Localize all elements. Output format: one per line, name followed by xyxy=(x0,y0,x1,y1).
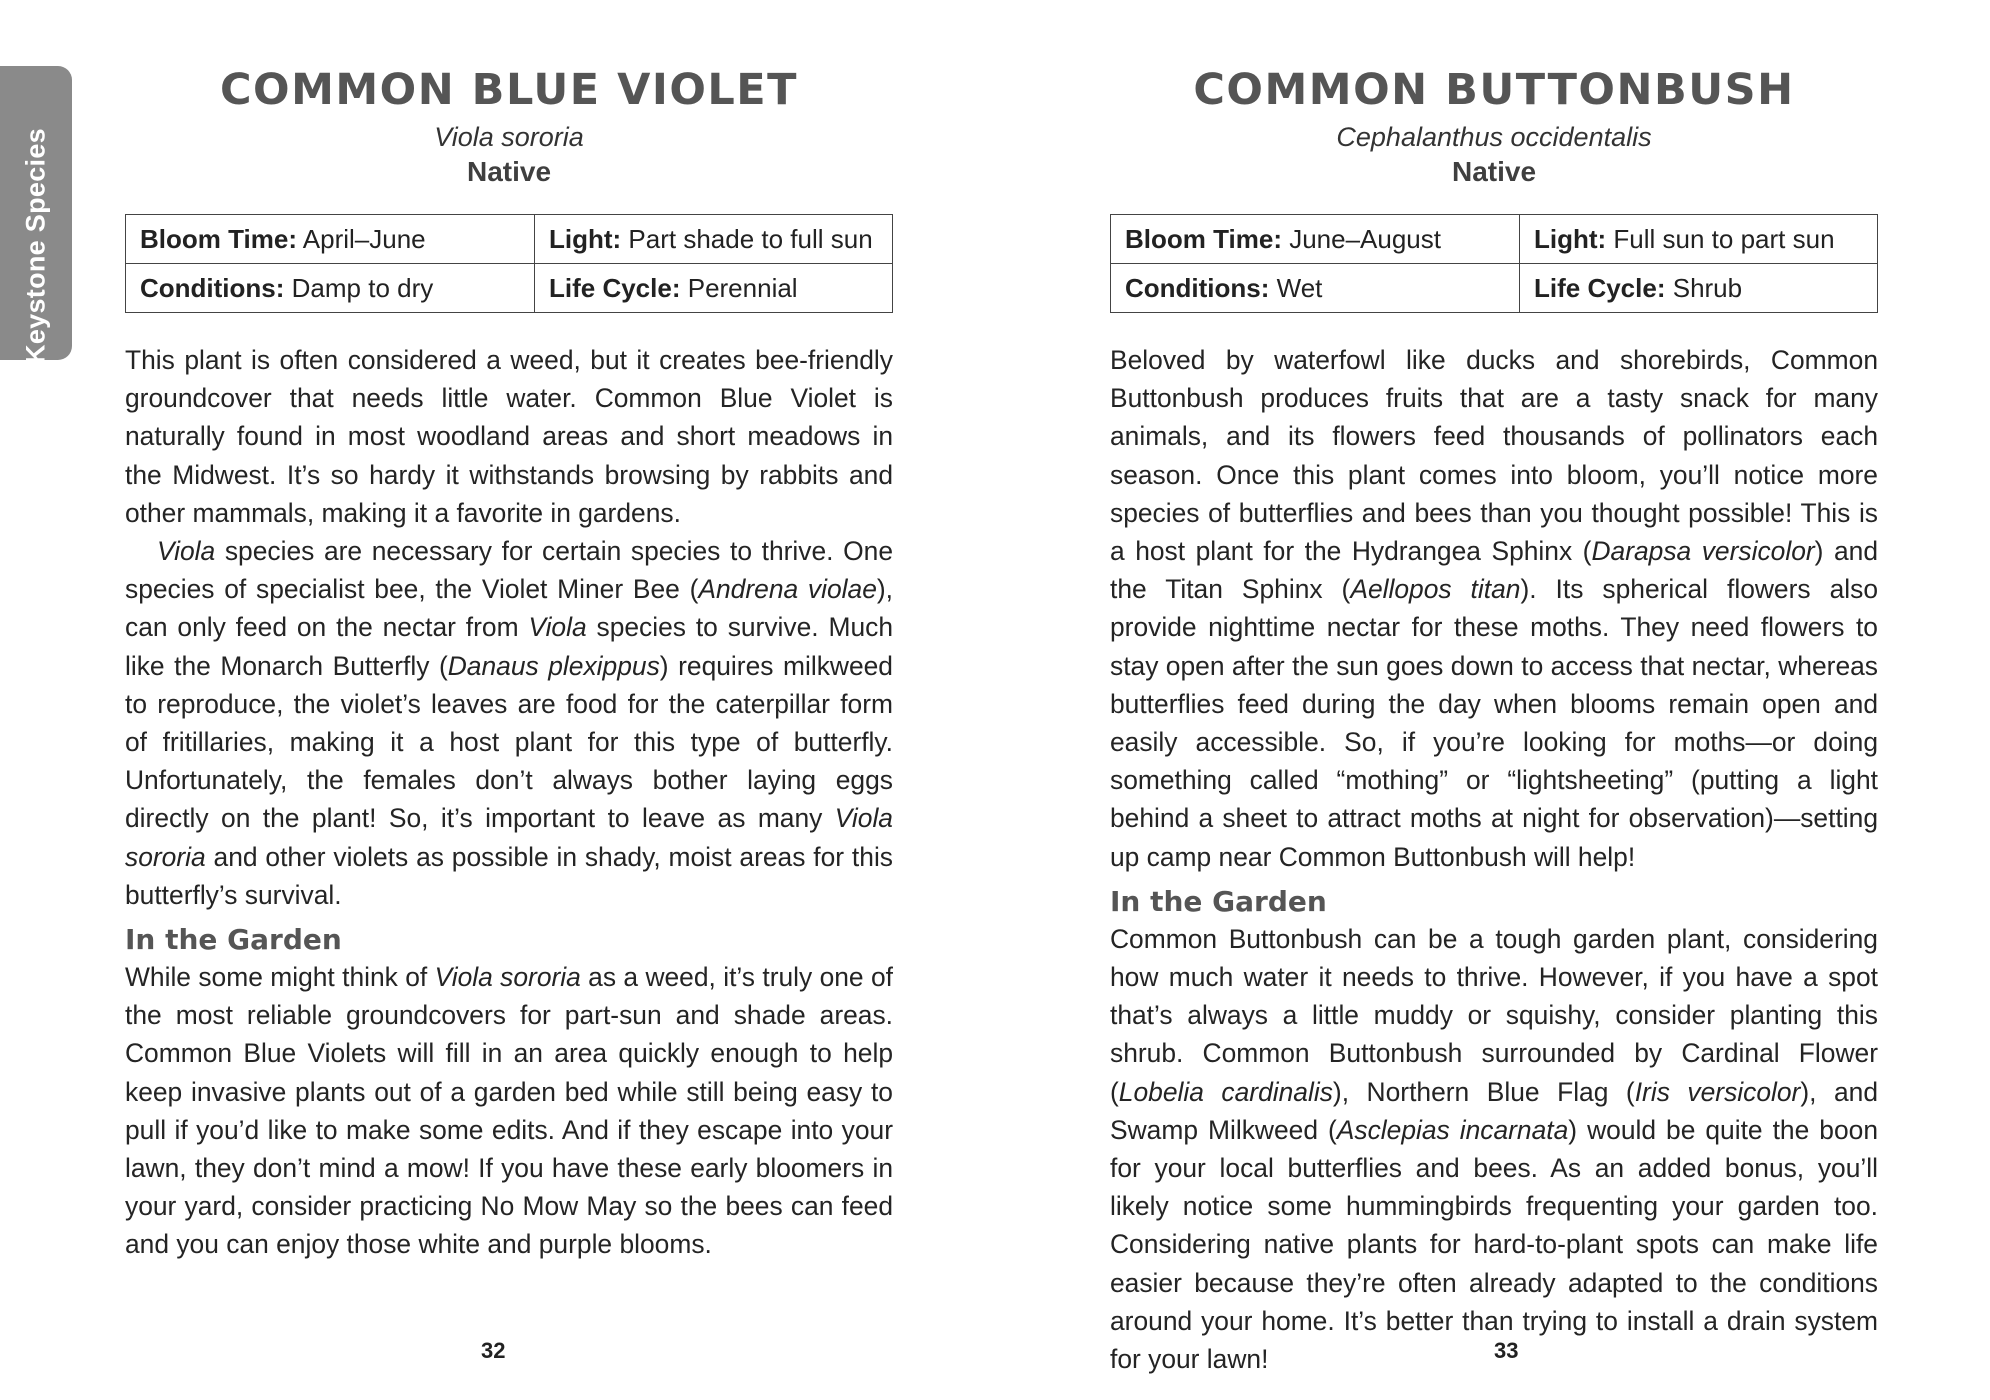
section-heading: In the Garden xyxy=(1110,884,1327,918)
life-cycle-label: Life Cycle: xyxy=(1534,272,1666,303)
light-label: Light: xyxy=(1534,223,1607,254)
table-row xyxy=(126,215,893,264)
bloom-time-cell xyxy=(1111,215,1520,264)
plant-info-table xyxy=(125,214,893,313)
section-heading: In the Garden xyxy=(125,923,342,957)
native-status: Native xyxy=(466,156,552,187)
life-cycle-label: Life Cycle: xyxy=(549,272,681,303)
life-cycle-value: Perennial xyxy=(680,272,798,303)
section-tab xyxy=(0,66,72,364)
scientific-name: Cephalanthus occidentalis xyxy=(1336,122,1652,152)
bloom-time-label: Bloom Time: xyxy=(140,223,297,254)
plant-info-table xyxy=(1110,214,1878,313)
table-row xyxy=(1111,215,1878,264)
scientific-name: Viola sororia xyxy=(434,122,584,152)
left-page xyxy=(125,0,893,1363)
body-paragraph: Viola species are necessary for certain species to thrive. One species of specialist bee, the Violet Miner Bee (Andrena violae), can only feed on the nectar from Viola species to survive. Much like the Monarch Butterfly (Danaus plexippus) requires milkweed to reproduce, the violet’s leaves are food for the caterpillar form of fritillaries, making it a host plant for this type of butterfly. Unfortunately, the females don’t always bother laying eggs directly on the plant! So, it’s important to leave as many Viola sororia and other violets as possible in shady, moist areas for this butterfly’s survival. xyxy=(125,536,893,910)
light-cell xyxy=(1520,215,1878,264)
body-paragraph: While some might think of Viola sororia as a weed, it’s truly one of the most reliable groundcovers for part-sun and shade areas. Common Blue Violets will fill in an area quickly enough to help keep invasive plants out of a garden bed while still being easy to pull if you’d like to make some edits. And if they escape into your lawn, they don’t mind a mow! If you have these early bloomers in your yard, consider practicing No Mow May so the bees can feed and you can enjoy those white and purple blooms. xyxy=(125,962,893,1260)
bloom-time-value: April–June xyxy=(296,223,426,254)
life-cycle-cell xyxy=(1520,264,1878,313)
body-paragraph: Common Buttonbush can be a tough garden plant, considering how much water it needs to thrive. However, if you have a spot that’s always a little muddy or squishy, consider planting this shrub. Common Buttonbush surrounded by Cardinal Flower (Lobelia cardinalis), Northern Blue Flag (Iris versicolor), and Swamp Milkweed (Asclepias incarnata) would be quite the boon for your local butterflies and bees. As an added bonus, you’ll likely notice some hummingbirds frequenting your garden too. Considering native plants for hard-to-plant spots can make life easier because they’re often already adapted to the conditions around your home. It’s better than trying to install a drain system for your lawn! xyxy=(1110,923,1879,1375)
light-value: Full sun to part sun xyxy=(1606,223,1835,254)
conditions-value: Wet xyxy=(1269,272,1323,303)
page-number: 33 xyxy=(1494,1338,1519,1363)
conditions-label: Conditions: xyxy=(140,272,285,303)
bloom-time-value: June–August xyxy=(1281,223,1441,254)
light-value: Part shade to full sun xyxy=(621,223,873,254)
native-status: Native xyxy=(1451,156,1537,187)
plant-description xyxy=(1110,341,1878,1378)
page-number: 32 xyxy=(481,1338,506,1363)
table-row xyxy=(1111,264,1878,313)
plant-title: COMMON BLUE VIOLET xyxy=(219,65,799,115)
life-cycle-value: Shrub xyxy=(1665,272,1743,303)
life-cycle-cell xyxy=(535,264,893,313)
light-label: Light: xyxy=(549,223,622,254)
plant-title: COMMON BUTTONBUSH xyxy=(1193,65,1795,115)
conditions-label: Conditions: xyxy=(1125,272,1270,303)
conditions-cell xyxy=(1111,264,1520,313)
conditions-value: Damp to dry xyxy=(284,272,434,303)
section-tab-label: Keystone Species xyxy=(20,128,51,364)
body-paragraph: Beloved by waterfowl like ducks and shorebirds, Common Buttonbush produces fruits that are a tasty snack for many animals, and its flowers feed thousands of pollinators each season. Once this plant comes into bloom, you’ll notice more species of butterflies and bees than you thought possible! This is a host plant for the Hydrangea Sphinx (Darapsa versicolor) and the Titan Sphinx (Aellopos titan). Its spherical flowers also provide nighttime nectar for these moths. They need flowers to stay open after the sun goes down to access that nectar, whereas butterflies feed during the day when blooms remain open and easily accessible. So, if you’re looking for moths—or doing something called “mothing” or “lightsheeting” (putting a light behind a sheet to attract moths at night for observation)—setting up camp near Common Buttonbush will help! xyxy=(1110,345,1878,872)
light-cell xyxy=(535,215,893,264)
plant-description xyxy=(125,341,893,1264)
body-paragraph: This plant is often considered a weed, but it creates bee-friendly groundcover that needs little water. Common Blue Violet is naturally found in most woodland areas and short meadows in the Midwest. It’s so hardy it withstands browsing by rabbits and other mammals, making it a favorite in gardens. xyxy=(125,345,893,528)
bloom-time-label: Bloom Time: xyxy=(1125,223,1282,254)
conditions-cell xyxy=(126,264,535,313)
table-row xyxy=(126,264,893,313)
bloom-time-cell xyxy=(126,215,535,264)
right-page xyxy=(1110,0,1878,1378)
